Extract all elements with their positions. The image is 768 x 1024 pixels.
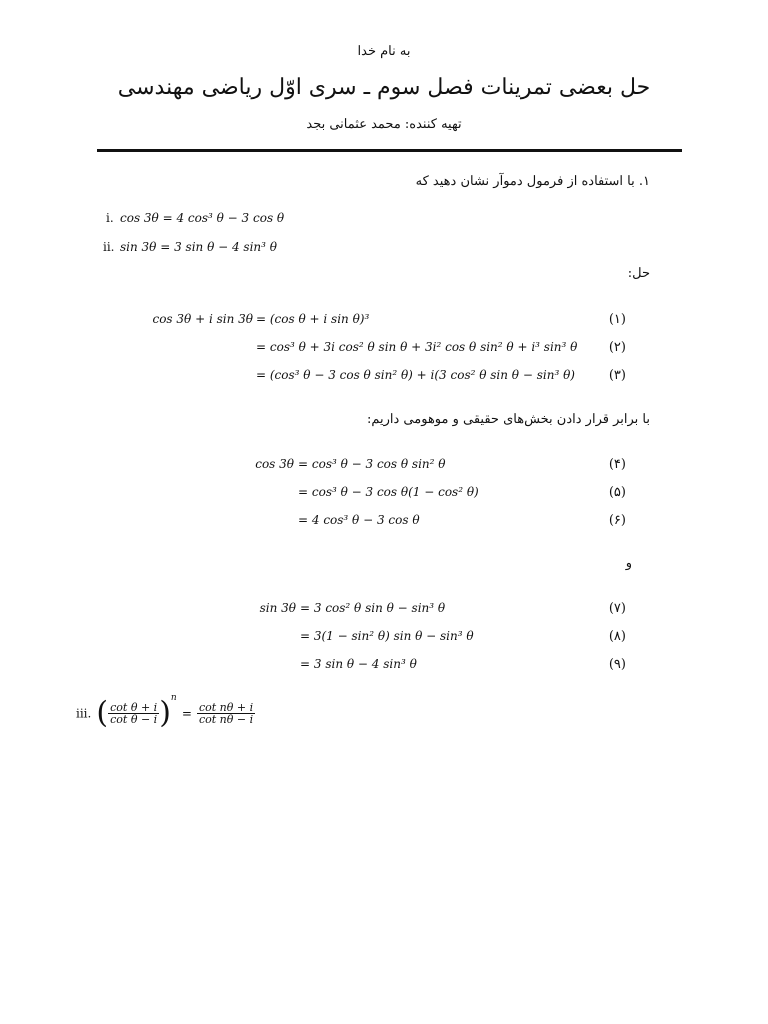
and-text: و: [625, 556, 632, 571]
equation-6-number: (۶): [608, 513, 626, 528]
title-divider: [97, 149, 682, 152]
item-ii-formula: sin 3θ = 3 sin θ − 4 sin³ θ: [120, 240, 278, 254]
equation-9-rhs: = 3 sin θ − 4 sin³ θ: [300, 657, 417, 671]
equation-3-number: (۳): [608, 368, 626, 383]
basmala-heading: به نام خدا: [357, 44, 411, 59]
item-ii-label: ii.: [103, 240, 115, 254]
equation-1-number: (۱): [608, 312, 626, 327]
equation-7-rhs: = 3 cos² θ sin θ − sin³ θ: [300, 601, 446, 615]
equation-2-rhs: = cos³ θ + 3i cos² θ sin θ + 3i² cos θ sin² θ + i³ sin³ θ: [256, 340, 578, 354]
equation-7-number: (۷): [608, 601, 626, 616]
item-i-formula: cos 3θ = 4 cos³ θ − 3 cos θ: [120, 211, 285, 225]
left-fraction: $\frac{\text{cot θ + i}}{\text{cot θ − i}}$: [110, 701, 158, 726]
equation-3-rhs: = (cos³ θ − 3 cos θ sin² θ) + i(3 cos² θ sin θ − sin³ θ): [256, 368, 575, 382]
equation-7-lhs: sin 3θ: [259, 601, 296, 615]
equation-8-rhs: = 3(1 − sin² θ) sin θ − sin³ θ: [300, 629, 474, 643]
equals-sign: =: [181, 706, 192, 721]
equation-4-number: (۴): [608, 457, 626, 472]
equation-6-rhs: = 4 cos³ θ − 3 cos θ: [298, 513, 420, 527]
exponent-n: n: [170, 693, 177, 703]
item-iii-formula: [76, 694, 255, 729]
equation-2-number: (۲): [608, 340, 626, 355]
equation-4-rhs: = cos³ θ − 3 cos θ sin² θ: [298, 457, 446, 471]
page-title: حل بعضی تمرینات فصل سوم ـ سری اوّل ریاضی مهندسی: [117, 75, 651, 100]
equation-1-lhs: cos 3θ + i sin 3θ: [152, 312, 253, 326]
left-paren: (: [96, 695, 109, 731]
right-paren: ): [159, 695, 171, 731]
equation-8-number: (۸): [608, 629, 626, 644]
equation-4-lhs: cos 3θ: [255, 457, 294, 471]
equation-9-number: (۹): [608, 657, 626, 672]
author-line: تهیه کننده: محمد عثمانی بجد: [306, 117, 462, 132]
solution-label: حل:: [627, 266, 650, 281]
equation-5-number: (۵): [608, 485, 626, 500]
real-imaginary-text: با برابر قرار دادن بخش‌های حقیقی و موهومی داریم:: [366, 412, 650, 427]
item-i-label: i.: [106, 211, 114, 225]
right-fraction: $\frac{\text{cot nθ + i}}{\text{cot nθ − i}}$: [198, 701, 254, 726]
equation-5-rhs: = cos³ θ − 3 cos θ(1 − cos² θ): [298, 485, 479, 499]
question-1-text: ۱. با استفاده از فرمول دموآر نشان دهید که: [415, 174, 650, 189]
equation-1-rhs: = (cos θ + i sin θ)³: [256, 312, 370, 326]
item-iii-label: iii.: [76, 706, 92, 721]
